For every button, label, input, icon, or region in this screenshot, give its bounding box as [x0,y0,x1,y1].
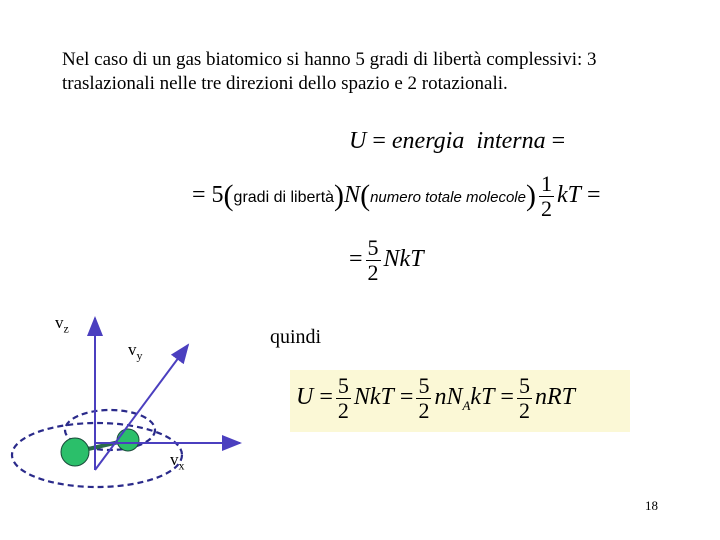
quindi-label: quindi [270,326,322,348]
final-formula: U = $\frac{5}{2}$ NkT = $\frac{5}{2}$ $nN_AkT$ = $\frac{5}{2}$ nRT [296,373,575,423]
eq1-equals-end: = [551,128,566,154]
eq3-equals: = [349,246,363,273]
eq2-five: = 5 [192,182,224,209]
label-vx: $v_x$ [170,450,185,473]
eq1-interna: interna [476,128,546,154]
atom-left [61,438,89,466]
eq3-NkT: NkT [383,246,424,273]
eq2-N: N [344,182,361,209]
rotation-orbit-outer [12,423,182,487]
eq1-energia: energia [391,128,465,154]
equation-degrees-expansion: = 5(gradi di libertà)N(numero totale molecole) $\frac{1}{2}$ kT = [192,171,601,221]
atom-right [117,429,139,451]
final-fraction-3: $\frac{5}{2}$ [518,373,530,423]
final-fraction-2: $\frac{5}{2}$ [418,373,430,423]
eq2-numero: numero totale molecole [370,189,526,207]
page-number: 18 [645,498,658,513]
eq2-equals-end: = [586,182,601,209]
eq2-kT: kT [556,182,581,209]
label-vy: $v_y$ [128,340,143,363]
eq2-fraction: $\frac{1}{2}$ [540,171,552,221]
final-fraction-1: $\frac{5}{2}$ [337,373,349,423]
eq1-equals: = [372,128,386,154]
eq2-gradi: gradi di libertà [233,189,335,207]
intro-paragraph: Nel caso di un gas biatomico si hanno 5 gradi di libertà complessivi: 3 traslazionali nelle tre direzioni dello spazio e 2 rotazionali. [62,49,597,94]
eq3-fraction: $\frac{5}{2}$ [367,235,379,285]
eq1-lhs: U [349,128,367,154]
label-vz: $v_z$ [55,313,69,336]
